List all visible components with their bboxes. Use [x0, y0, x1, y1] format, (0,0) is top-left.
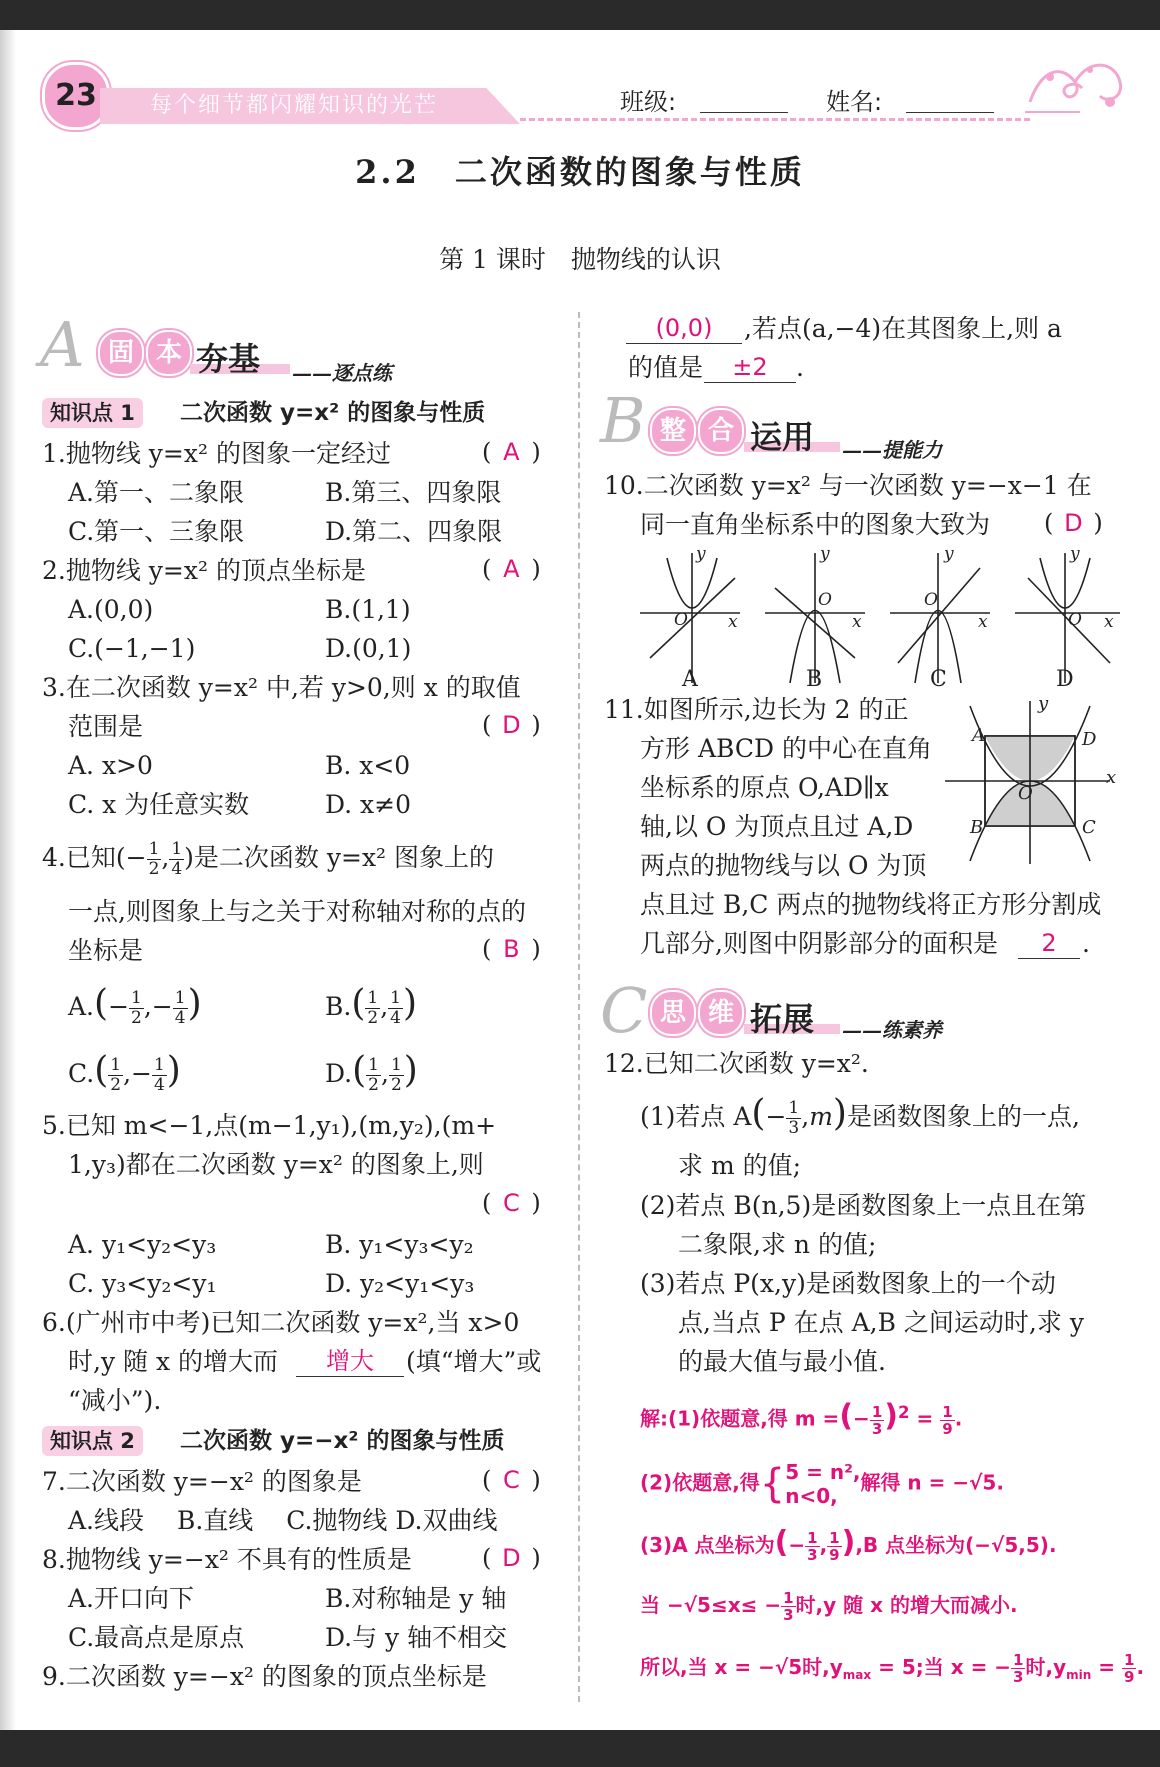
- q2-answer-value: A: [503, 555, 520, 583]
- q1-option-d: D.第二、四象限: [325, 517, 503, 546]
- q10-d-x: x: [1104, 612, 1114, 632]
- q11-fig-y: y: [1038, 693, 1049, 714]
- section-c-badge: [650, 990, 746, 1036]
- q5-option-d: D. y₂<y₁<y₃: [325, 1269, 475, 1298]
- q6-answer: 增大: [296, 1346, 404, 1377]
- q11-fig-c: C: [1082, 817, 1096, 838]
- q7-answer-value: C: [502, 1466, 520, 1494]
- q10-stem-line1: 10.二次函数 y=x² 与一次函数 y=−x−1 在: [604, 471, 1092, 500]
- q5-stem-line2: 1,y₃)都在二次函数 y=x² 的图象上,则: [68, 1150, 484, 1179]
- q8-stem: 8.抛物线 y=−x² 不具有的性质是: [42, 1545, 412, 1574]
- q4-option-d: D.( $\frac{1}{2}$ , $\frac{1}{2}$ ): [325, 1050, 418, 1095]
- q10-graph-options: [630, 548, 1130, 688]
- q10-b-o: O: [818, 590, 832, 610]
- q10-c-y: y: [944, 544, 954, 564]
- section-c-name: 拓展: [750, 1000, 815, 1038]
- q1-option-b: B.第三、四象限: [325, 478, 502, 507]
- q6-stem-line3: “减小”).: [68, 1386, 162, 1415]
- q4-stem-b: )是二次函数 y=x² 图象上的: [184, 843, 495, 872]
- q3-option-d: D. x≠0: [325, 790, 411, 819]
- q1-answer: ( A ): [482, 438, 541, 466]
- q4-option-c-label: C.: [68, 1059, 95, 1088]
- q1-stem: 1.抛物线 y=x² 的图象一定经过: [42, 439, 391, 468]
- q3-option-a: A. x>0: [68, 751, 153, 780]
- q7-answer: ( C ): [482, 1466, 541, 1494]
- q11-line4: 轴,以 O 为顶点且过 A,D: [640, 812, 914, 841]
- sol-s4b: 时,y 随 x 的增大而减小.: [795, 1593, 1018, 1617]
- q12-frac-third: $\frac{1}{3}$: [788, 1098, 800, 1138]
- q10-label-b: B: [806, 667, 823, 692]
- q9-end: .: [796, 353, 804, 382]
- q10-label-a: A: [682, 667, 698, 692]
- q3-answer-value: D: [502, 711, 521, 739]
- motto: 每个细节都闪耀知识的光芒: [150, 93, 439, 118]
- name-label: 姓名:: [826, 88, 883, 116]
- q5-answer-value: C: [502, 1189, 520, 1217]
- q4-option-b: B.( $\frac{1}{2}$ , $\frac{1}{4}$ ): [325, 983, 418, 1028]
- q12-part2-line2: 二象限,求 n 的值;: [678, 1230, 877, 1259]
- q4-option-d-label: D.: [325, 1059, 353, 1088]
- q3-stem-line1: 3.在二次函数 y=x² 中,若 y>0,则 x 的取值: [42, 673, 521, 702]
- q7-options: A.线段 B.直线 C.抛物线 D.双曲线: [68, 1506, 498, 1535]
- section-a-badge: [98, 330, 194, 376]
- q11-fig-a: A: [972, 725, 985, 746]
- q10-answer-value: D: [1064, 509, 1083, 537]
- q12-part1-line1: (1)若点 A(− $\frac{1}{3}$ ,m)是函数图象上的一点,: [640, 1093, 1080, 1138]
- header-dashed-line: [520, 118, 1030, 121]
- q11-line2: 方形 ABCD 的中心在直角: [640, 734, 932, 763]
- section-b-name: 运用: [750, 418, 815, 456]
- q4-option-b-label: B.: [325, 992, 352, 1021]
- sol-s3a: (3)A 点坐标为: [640, 1533, 775, 1557]
- q12-part3-line3: 的最大值与最小值.: [678, 1347, 886, 1376]
- page-title: 2.2 二次函数的图象与性质: [355, 153, 805, 191]
- section-b-char2: 合: [698, 408, 744, 454]
- sol-s1: 解:(1)依题意,得 m =: [640, 1406, 840, 1431]
- kp1-title: 二次函数 y=x² 的图象与性质: [180, 400, 486, 426]
- q6-stem-line1: 6.(广州市中考)已知二次函数 y=x²,当 x>0: [42, 1308, 520, 1337]
- q6-stem-line2a: 时,y 随 x 的增大而: [68, 1347, 279, 1376]
- q2-answer: ( A ): [482, 555, 541, 583]
- section-b-badge: [650, 408, 746, 454]
- sol-s2b: 解得 n = −√5.: [860, 1470, 1004, 1495]
- q4-frac-x: $\frac{1}{2}$: [148, 839, 160, 879]
- section-a-name: 夯基: [196, 340, 261, 378]
- solution-line2: (2)依题意,得{ 5 = n², n<0, 解得 n = −√5.: [640, 1460, 1004, 1508]
- sol-s5a: 所以,当 x = −√5时,y: [640, 1655, 843, 1679]
- sol-s3c: (−√5,5).: [965, 1533, 1057, 1557]
- page-number: 23: [55, 78, 97, 113]
- sol-s5d: =: [1091, 1655, 1116, 1679]
- page-edge-shadow: [0, 30, 16, 1730]
- solution-line3: (3)A 点坐标为(− $\frac{1}{3}$ , $\frac{1}{9}$ ),B 点坐标为(−√5,5).: [640, 1525, 1057, 1564]
- q9-answer1: (0,0): [626, 313, 742, 344]
- sol-s5max: max: [842, 1668, 872, 1682]
- q10-answer: ( D ): [1044, 509, 1103, 537]
- lesson-title: 第 1 课时 抛物线的认识: [439, 245, 721, 274]
- q5-answer: ( C ): [482, 1189, 541, 1217]
- q4-option-c: C.( $\frac{1}{2}$ ,− $\frac{1}{4}$ ): [68, 1050, 181, 1095]
- q11-fig-x: x: [1106, 767, 1117, 788]
- sol-s3b: ,B 点坐标为: [855, 1533, 966, 1557]
- q1-option-c: C.第一、三象限: [68, 517, 245, 546]
- q4-answer: ( B ): [482, 935, 541, 963]
- section-b-letter: B: [600, 384, 646, 457]
- q10-a-y: y: [696, 544, 706, 564]
- q1-option-a: A.第一、二象限: [68, 478, 245, 507]
- q10-c-o: O: [924, 590, 938, 610]
- sol-s2top: 5 = n²,: [785, 1460, 861, 1484]
- sol-s4a: 当 −√5≤x≤ −: [640, 1593, 782, 1617]
- section-c-char2: 维: [698, 990, 744, 1036]
- q4-answer-value: B: [503, 935, 520, 963]
- section-b-subtitle: ——提能力: [842, 438, 942, 462]
- q2-option-d: D.(0,1): [325, 634, 412, 663]
- sol-s2bot: n<0,: [785, 1484, 838, 1508]
- section-a-letter: A: [40, 308, 85, 381]
- q3-stem-line2: 范围是: [68, 712, 144, 741]
- q11-fig-o: O: [1018, 783, 1033, 804]
- page-number-badge: [42, 62, 110, 130]
- q10-stem-line2: 同一直角坐标系中的图象大致为: [640, 510, 991, 539]
- q8-answer: ( D ): [482, 1544, 541, 1572]
- kp2-label: 知识点 2: [42, 1426, 143, 1456]
- sol-s5c: 时,y: [1025, 1655, 1067, 1679]
- q2-option-b: B.(1,1): [325, 595, 411, 624]
- q4-stem-line1: 4.已知(− $\frac{1}{2}$ , $\frac{1}{4}$ )是二次函数 y=x² 图象上的: [42, 839, 495, 879]
- q2-option-a: A.(0,0): [68, 595, 154, 624]
- q3-answer: ( D ): [482, 711, 541, 739]
- q3-option-c: C. x 为任意实数: [68, 790, 250, 819]
- solution-line1: 解:(1)依题意,得 m =(− $\frac{1}{3}$ )$^2$ = $\frac{1}{9}$ .: [640, 1398, 963, 1438]
- q12-p1b: 是函数图象上的一点,: [846, 1102, 1080, 1131]
- section-c-char1: 思: [650, 990, 696, 1036]
- sol-s2a: (2)依题意,得: [640, 1470, 760, 1495]
- q8-option-d: D.与 y 轴不相交: [325, 1623, 508, 1652]
- q10-c-x: x: [978, 612, 988, 632]
- q9-answer2: ±2: [704, 352, 796, 383]
- q5-option-a: A. y₁<y₂<y₃: [68, 1230, 217, 1259]
- section-c-subtitle: ——练素养: [842, 1018, 942, 1042]
- q2-stem: 2.抛物线 y=x² 的顶点坐标是: [42, 556, 366, 585]
- q2-option-c: C.(−1,−1): [68, 634, 196, 663]
- kp1-label: 知识点 1: [42, 398, 143, 428]
- section-a-subtitle: ——逐点练: [292, 361, 392, 385]
- q7-stem: 7.二次函数 y=−x² 的图象是: [42, 1467, 362, 1496]
- q4-stem-line3: 坐标是: [68, 936, 144, 965]
- column-divider: [578, 312, 580, 1702]
- section-b-char1: 整: [650, 408, 696, 454]
- q11-answer: 2: [1018, 928, 1080, 959]
- solution-line4: 当 −√5≤x≤ − $\frac{1}{3}$ 时,y 随 x 的增大而减小.: [640, 1589, 1018, 1624]
- q10-b-y: y: [820, 544, 830, 564]
- kp2-title: 二次函数 y=−x² 的图象与性质: [180, 1428, 505, 1454]
- q12-part1-line2: 求 m 的值;: [678, 1151, 802, 1180]
- q10-d-y: y: [1070, 544, 1080, 564]
- solution-line5: 所以,当 x = −√5时$,y_{max} = 5$;当 x = − $\frac{1}{3}$ 时$,y_{min}$ = $\frac{1}{9}$ .: [640, 1651, 1145, 1686]
- q5-option-c: C. y₃<y₂<y₁: [68, 1269, 217, 1298]
- q8-option-c: C.最高点是原点: [68, 1623, 245, 1652]
- section-a-char2: 本: [146, 330, 192, 376]
- q5-stem-line1: 5.已知 m<−1,点(m−1,y₁),(m,y₂),(m+: [42, 1111, 497, 1140]
- q3-option-b: B. x<0: [325, 751, 411, 780]
- q12-part2-line1: (2)若点 B(n,5)是函数图象上一点且在第: [640, 1191, 1087, 1220]
- q12-p1a: (1)若点 A: [640, 1102, 752, 1131]
- q6-stem-line2b: (填“增大”或: [406, 1347, 542, 1376]
- q9-stem-line2: ,若点(a,−4)在其图象上,则 a: [744, 314, 1062, 343]
- q4-frac-y: $\frac{1}{4}$: [171, 839, 183, 879]
- q10-label-c: C: [930, 667, 947, 692]
- q12-part3-line1: (3)若点 P(x,y)是函数图象上的一个动: [640, 1269, 1056, 1298]
- q12-part3-line2: 点,当点 P 在点 A,B 之间运动时,求 y: [678, 1308, 1084, 1337]
- class-label: 班级:: [620, 88, 677, 116]
- q10-label-d: D: [1056, 667, 1074, 692]
- q5-option-b: B. y₁<y₃<y₂: [325, 1230, 474, 1259]
- q10-b-x: x: [852, 612, 862, 632]
- q9-stem-line1: 9.二次函数 y=−x² 的图象的顶点坐标是: [42, 1662, 487, 1691]
- q11-line7: 几部分,则图中阴影部分的面积是: [640, 929, 998, 958]
- q8-option-a: A.开口向下: [68, 1584, 195, 1613]
- q11-line1: 11.如图所示,边长为 2 的正: [604, 695, 909, 724]
- q12-stem: 12.已知二次函数 y=x².: [604, 1049, 869, 1078]
- flourish-ornament-icon: [1020, 52, 1130, 122]
- q11-line3: 坐标系的原点 O,AD∥x: [640, 773, 889, 802]
- q10-d-o: O: [1068, 610, 1082, 630]
- q4-option-a: A.(− $\frac{1}{2}$ ,− $\frac{1}{4}$ ): [68, 983, 202, 1028]
- q11-end: .: [1082, 929, 1090, 958]
- section-c-letter: C: [600, 974, 648, 1047]
- q11-line5: 两点的抛物线与以 O 为顶: [640, 851, 927, 880]
- q11-fig-b: B: [970, 817, 984, 838]
- q4-option-a-label: A.: [68, 992, 95, 1021]
- name-field[interactable]: [906, 112, 994, 113]
- q4-stem-line2: 一点,则图象上与之关于对称轴对称的点的: [68, 897, 526, 926]
- q8-answer-value: D: [502, 1544, 521, 1572]
- q10-a-o: O: [674, 610, 688, 630]
- q11-line6: 点且过 B,C 两点的抛物线将正方形分割成: [640, 890, 1102, 919]
- class-field[interactable]: [700, 112, 788, 113]
- section-a-char1: 固: [98, 330, 144, 376]
- q8-option-b: B.对称轴是 y 轴: [325, 1584, 507, 1613]
- q11-figure: [940, 693, 1120, 866]
- sol-s5min: min: [1066, 1668, 1092, 1682]
- q1-answer-value: A: [503, 438, 520, 466]
- q4-stem-a: 4.已知(−: [42, 843, 147, 872]
- q10-a-x: x: [728, 612, 738, 632]
- q11-fig-d: D: [1082, 729, 1097, 750]
- q9-stem-line3: 的值是: [628, 353, 704, 382]
- sol-s5b: = 5;当 x = −: [871, 1655, 1012, 1679]
